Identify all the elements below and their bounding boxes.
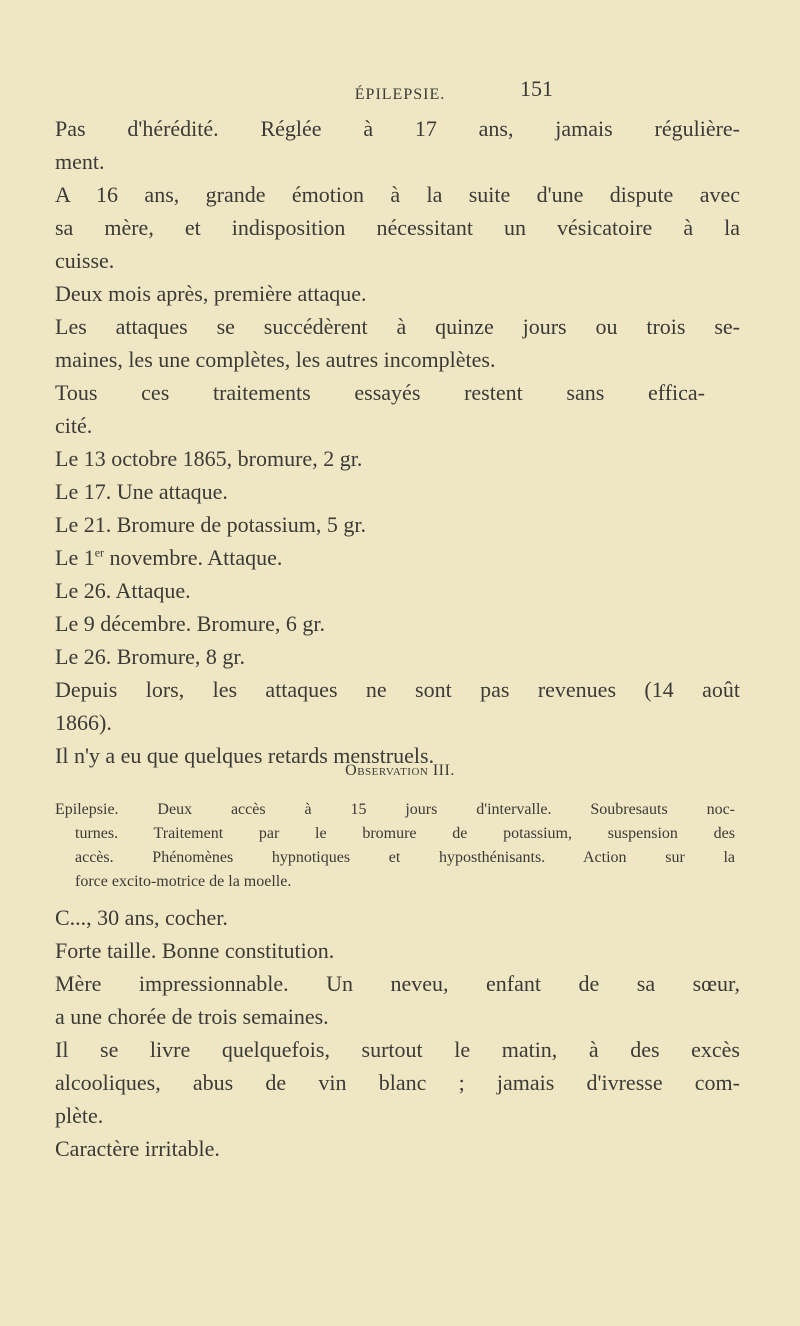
text-line: a une chorée de trois semaines. bbox=[55, 1004, 329, 1029]
text-line: Tous ces traitements essayés restent sans effica- bbox=[55, 380, 705, 405]
summary-line: accès. Phénomènes hypnotiques et hyposthénisants. Action sur la bbox=[75, 849, 735, 866]
section-heading: Observation III. bbox=[345, 762, 455, 779]
text-line: Forte taille. Bonne constitution. bbox=[55, 938, 335, 963]
text-line: 1866). bbox=[55, 710, 112, 735]
page-number: 151 bbox=[520, 76, 553, 101]
text-line: Le 26. Attaque. bbox=[55, 578, 191, 603]
text-line: A 16 ans, grande émotion à la suite d'une dispute avec bbox=[55, 182, 740, 207]
text-line: Le 1er novembre. Attaque. bbox=[55, 545, 283, 570]
text-line: Le 9 décembre. Bromure, 6 gr. bbox=[55, 611, 326, 636]
text-line: Deux mois après, première attaque. bbox=[55, 281, 367, 306]
text-line: Le 21. Bromure de potassium, 5 gr. bbox=[55, 512, 367, 537]
text-line: maines, les une complètes, les autres incomplètes. bbox=[55, 347, 496, 372]
running-title: ÉPILEPSIE. bbox=[354, 86, 446, 103]
text-line: Les attaques se succédèrent à quinze jours ou trois se- bbox=[55, 314, 740, 339]
text-line: Mère impressionnable. Un neveu, enfant de sa sœur, bbox=[55, 971, 740, 996]
text-line: Caractère irritable. bbox=[55, 1136, 220, 1161]
text-line: sa mère, et indisposition nécessitant un vésicatoire à la bbox=[55, 215, 740, 240]
text-line: cité. bbox=[55, 413, 93, 438]
text-line: C..., 30 ans, cocher. bbox=[55, 905, 228, 930]
text-line: Le 26. Bromure, 8 gr. bbox=[55, 644, 246, 669]
text-line: cuisse. bbox=[55, 248, 115, 273]
text-line: Le 13 octobre 1865, bromure, 2 gr. bbox=[55, 446, 363, 471]
text-line: Depuis lors, les attaques ne sont pas revenues (14 août bbox=[55, 677, 740, 702]
summary-line: force excito-motrice de la moelle. bbox=[75, 873, 292, 890]
summary-line: turnes. Traitement par le bromure de potassium, suspension des bbox=[75, 825, 735, 842]
text-line: Il se livre quelquefois, surtout le matin, à des excès bbox=[55, 1037, 740, 1062]
text-line: Le 17. Une attaque. bbox=[55, 479, 228, 504]
text-line: ment. bbox=[55, 149, 105, 174]
text-line: plète. bbox=[55, 1103, 104, 1128]
text-line: Il n'y a eu que quelques retards menstruels. bbox=[55, 743, 435, 768]
summary-line: Epilepsie. Deux accès à 15 jours d'intervalle. Soubresauts noc- bbox=[55, 801, 735, 818]
text-line: alcooliques, abus de vin blanc ; jamais d'ivresse com- bbox=[55, 1070, 740, 1095]
text-line: Pas d'hérédité. Réglée à 17 ans, jamais régulière- bbox=[55, 116, 740, 141]
